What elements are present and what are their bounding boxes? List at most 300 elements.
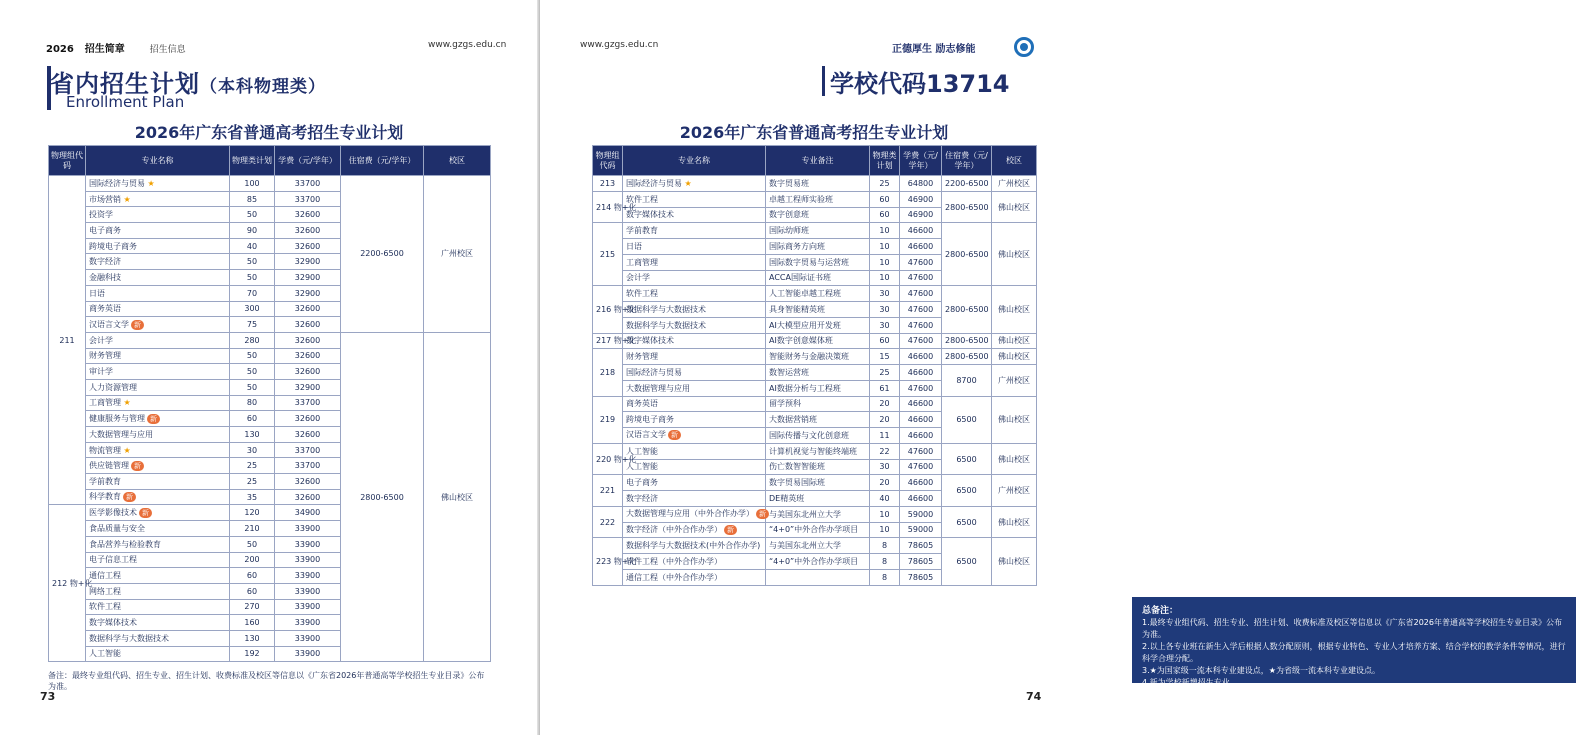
tuition: 32600 [275, 427, 341, 443]
group-code: 213 [593, 176, 623, 192]
major-name: 医学影像技术 新 [86, 505, 230, 521]
major-name: 工商管理 [623, 254, 766, 270]
campus: 佛山校区 [992, 396, 1037, 443]
campus: 佛山校区 [992, 191, 1037, 223]
campus: 广州校区 [424, 176, 491, 333]
plan-count: 50 [230, 270, 275, 286]
major-name: 市场营销 ★ [86, 191, 230, 207]
major-remark: 计算机视觉与智能终端班 [766, 443, 870, 459]
table-title-right: 2026年广东省普通高考招生专业计划 [679, 123, 949, 142]
campus: 佛山校区 [992, 538, 1037, 585]
plan-count: 8 [870, 538, 900, 554]
plan-count: 30 [230, 442, 275, 458]
campus: 广州校区 [992, 176, 1037, 192]
major-remark: 智能财务与金融决策班 [766, 349, 870, 365]
tuition: 33900 [275, 536, 341, 552]
accommodation-fee: 6500 [942, 506, 992, 538]
tuition: 33700 [275, 458, 341, 474]
major-name: 通信工程（中外合作办学） [623, 569, 766, 585]
table-row [593, 191, 1037, 207]
group-code: 214 物+化 [593, 191, 623, 223]
plan-count: 60 [870, 333, 900, 349]
plan-count: 50 [230, 348, 275, 364]
table-row [593, 176, 1037, 192]
major-remark: 数字贸易国际班 [766, 475, 870, 491]
major-name: 会计学 [86, 332, 230, 348]
tuition: 64800 [900, 176, 942, 192]
plan-count: 25 [870, 176, 900, 192]
major-name: 商务英语 [86, 301, 230, 317]
major-name: 电子信息工程 [86, 552, 230, 568]
group-code: 211 [49, 176, 86, 505]
plan-count: 192 [230, 646, 275, 662]
major-remark: 留学预科 [766, 396, 870, 412]
accommodation-fee: 2800-6500 [942, 223, 992, 286]
notes-heading: 总备注： [1142, 606, 1179, 616]
major-name: 人工智能 [623, 459, 766, 475]
column-header: 学费（元/学年） [275, 146, 341, 176]
new-badge: 新 [668, 430, 681, 440]
group-code: 212 物+化 [49, 505, 86, 662]
tuition: 32600 [275, 411, 341, 427]
group-code: 218 [593, 349, 623, 396]
major-name: 科学教育 新 [86, 489, 230, 505]
plan-table-right [592, 145, 1037, 586]
tuition: 47600 [900, 459, 942, 475]
tuition: 47600 [900, 270, 942, 286]
new-badge: 新 [123, 492, 136, 502]
tuition: 32600 [275, 238, 341, 254]
group-code: 221 [593, 475, 623, 507]
major-name: 供应链管理 新 [86, 458, 230, 474]
plan-count: 10 [870, 254, 900, 270]
major-remark: 国际商务方向班 [766, 239, 870, 255]
major-remark: 与美国东北州立大学 [766, 538, 870, 554]
tuition: 33700 [275, 191, 341, 207]
tuition: 46600 [900, 223, 942, 239]
tuition: 46600 [900, 365, 942, 381]
tuition: 46600 [900, 428, 942, 444]
major-name: 汉语言文学 新 [623, 428, 766, 444]
major-remark: 国际传播与文化创意班 [766, 428, 870, 444]
plan-count: 75 [230, 317, 275, 333]
star-icon: ★ [121, 445, 131, 455]
plan-count: 50 [230, 379, 275, 395]
major-name: 大数据管理与应用（中外合作办学） 新 [623, 506, 766, 522]
major-name: 财务管理 [623, 349, 766, 365]
tuition: 32600 [275, 223, 341, 239]
major-name: 数据科学与大数据技术 [623, 317, 766, 333]
plan-count: 60 [230, 411, 275, 427]
page-title-en: Enrollment Plan [66, 93, 185, 111]
major-name: 财务管理 [86, 348, 230, 364]
major-remark: “4+0”中外合作办学项目 [766, 522, 870, 538]
tuition: 46600 [900, 412, 942, 428]
plan-count: 60 [230, 568, 275, 584]
major-name: 数字经济 [623, 491, 766, 507]
note-line: 1.最终专业组代码、招生专业、招生计划、收费标准及校区等信息以《广东省2026年普通高等学校招生专业目录》公布为准。 [1142, 618, 1562, 639]
major-name: 数字媒体技术 [623, 333, 766, 349]
tuition: 33900 [275, 646, 341, 662]
major-name: 数字经济（中外合作办学） 新 [623, 522, 766, 538]
major-name: 国际经济与贸易 [623, 365, 766, 381]
plan-count: 10 [870, 506, 900, 522]
plan-count: 85 [230, 191, 275, 207]
group-code: 219 [593, 396, 623, 443]
campus: 佛山校区 [992, 506, 1037, 538]
table-row [593, 286, 1037, 302]
plan-count: 90 [230, 223, 275, 239]
major-remark: 与美国东北州立大学 [766, 506, 870, 522]
campus: 佛山校区 [992, 443, 1037, 475]
major-name: 跨境电子商务 [86, 238, 230, 254]
accommodation-fee: 2800-6500 [942, 191, 992, 223]
plan-count: 200 [230, 552, 275, 568]
column-header: 专业备注 [766, 146, 870, 176]
major-name: 软件工程 [623, 286, 766, 302]
tuition: 47600 [900, 333, 942, 349]
note-line: 3.★为国家级一流本科专业建设点，★为省级一流本科专业建设点。 [1142, 666, 1380, 675]
plan-count: 210 [230, 521, 275, 537]
page-number-left: 73 [40, 690, 56, 703]
column-header: 专业名称 [623, 146, 766, 176]
new-badge: 新 [147, 414, 160, 424]
note-line: 4.新为学校新增招生专业。 [1142, 678, 1238, 687]
plan-count: 60 [870, 207, 900, 223]
header-left [46, 40, 186, 55]
major-name: 会计学 [623, 270, 766, 286]
tuition: 32900 [275, 270, 341, 286]
major-name: 数据科学与大数据技术(中外合作办学) [623, 538, 766, 554]
tuition: 32900 [275, 379, 341, 395]
major-remark: “4+0”中外合作办学项目 [766, 554, 870, 570]
campus: 佛山校区 [992, 333, 1037, 349]
campus: 佛山校区 [992, 349, 1037, 365]
major-remark: ACCA国际证书班 [766, 270, 870, 286]
plan-count: 10 [870, 239, 900, 255]
major-name: 大数据管理与应用 [86, 427, 230, 443]
tuition: 46600 [900, 491, 942, 507]
plan-count: 30 [870, 459, 900, 475]
major-name: 电子商务 [86, 223, 230, 239]
tuition: 32600 [275, 489, 341, 505]
tuition: 47600 [900, 286, 942, 302]
table-row [593, 538, 1037, 554]
code-title-bar [822, 66, 825, 96]
column-header: 住宿费（元/学年） [341, 146, 424, 176]
plan-count: 130 [230, 630, 275, 646]
tuition: 32600 [275, 317, 341, 333]
tuition: 47600 [900, 302, 942, 318]
plan-count: 11 [870, 428, 900, 444]
major-remark: 国际数字贸易与运营班 [766, 254, 870, 270]
major-remark: 具身智能精英班 [766, 302, 870, 318]
tuition: 32900 [275, 285, 341, 301]
major-name: 电子商务 [623, 475, 766, 491]
right-page [540, 0, 1566, 735]
campus: 广州校区 [992, 365, 1037, 397]
major-name: 通信工程 [86, 568, 230, 584]
column-header: 住宿费（元/学年） [942, 146, 992, 176]
major-name: 数据科学与大数据技术 [623, 302, 766, 318]
column-header: 物理组代码 [593, 146, 623, 176]
plan-count: 80 [230, 395, 275, 411]
plan-count: 25 [230, 474, 275, 490]
major-remark: AI数字创意媒体班 [766, 333, 870, 349]
tuition: 46900 [900, 207, 942, 223]
general-notes [1132, 597, 1576, 687]
tuition: 32900 [275, 254, 341, 270]
plan-count: 120 [230, 505, 275, 521]
tuition: 46600 [900, 475, 942, 491]
major-remark: 伤亡数智智能班 [766, 459, 870, 475]
tuition: 32600 [275, 474, 341, 490]
tuition: 78605 [900, 538, 942, 554]
plan-count: 60 [230, 583, 275, 599]
new-badge: 新 [756, 509, 769, 519]
major-name: 网络工程 [86, 583, 230, 599]
tuition: 33900 [275, 583, 341, 599]
plan-count: 30 [870, 302, 900, 318]
table-title-left: 2026年广东省普通高考招生专业计划 [134, 123, 404, 142]
column-header: 物理类计划 [230, 146, 275, 176]
major-name: 数据科学与大数据技术 [86, 630, 230, 646]
table-row [593, 349, 1037, 365]
group-code: 223 物+化 [593, 538, 623, 585]
plan-count: 22 [870, 443, 900, 459]
note-line: 2.以上各专业班在新生入学后根据人数分配原则，根据专业特色、专业人才培养方案、结合学校的教学条件等情况，进行科学合理分配。 [1142, 642, 1566, 663]
major-name: 投资学 [86, 207, 230, 223]
major-name: 跨境电子商务 [623, 412, 766, 428]
group-code: 215 [593, 223, 623, 286]
major-name: 汉语言文学 新 [86, 317, 230, 333]
campus: 佛山校区 [992, 223, 1037, 286]
column-header: 物理组代码 [49, 146, 86, 176]
major-remark: 数智运营班 [766, 365, 870, 381]
tuition: 33700 [275, 395, 341, 411]
tuition: 59000 [900, 522, 942, 538]
table-row [593, 396, 1037, 412]
plan-count: 40 [870, 491, 900, 507]
plan-count: 25 [230, 458, 275, 474]
tuition: 47600 [900, 380, 942, 396]
plan-count: 50 [230, 207, 275, 223]
campus: 佛山校区 [992, 286, 1037, 333]
new-badge: 新 [131, 320, 144, 330]
plan-count: 30 [870, 317, 900, 333]
plan-count: 50 [230, 536, 275, 552]
accommodation-fee: 2200-6500 [942, 176, 992, 192]
plan-count: 50 [230, 364, 275, 380]
major-name: 国际经济与贸易 ★ [623, 176, 766, 192]
major-remark: DE精英班 [766, 491, 870, 507]
group-code: 222 [593, 506, 623, 538]
plan-count: 60 [870, 191, 900, 207]
major-remark: AI数据分析与工程班 [766, 380, 870, 396]
column-header: 学费（元/学年） [900, 146, 942, 176]
column-header: 校区 [992, 146, 1037, 176]
school-logo-icon [1014, 37, 1034, 57]
plan-count: 61 [870, 380, 900, 396]
plan-count: 20 [870, 396, 900, 412]
table-row [593, 506, 1037, 522]
accommodation-fee: 2800-6500 [341, 332, 424, 661]
major-name: 人工智能 [86, 646, 230, 662]
major-name: 数字经济 [86, 254, 230, 270]
plan-count: 15 [870, 349, 900, 365]
plan-count: 25 [870, 365, 900, 381]
tuition: 33900 [275, 521, 341, 537]
plan-count: 20 [870, 412, 900, 428]
tuition: 34900 [275, 505, 341, 521]
star-icon: ★ [121, 398, 131, 408]
tuition: 33900 [275, 615, 341, 631]
plan-count: 30 [870, 286, 900, 302]
tuition: 47600 [900, 443, 942, 459]
major-name: 食品质量与安全 [86, 521, 230, 537]
major-remark: AI大模型应用开发班 [766, 317, 870, 333]
major-name: 软件工程 [623, 191, 766, 207]
new-badge: 新 [724, 525, 737, 535]
header-section: 招生信息 [149, 45, 186, 55]
accommodation-fee: 6500 [942, 475, 992, 507]
note-line [1142, 605, 1566, 617]
accommodation-fee: 6500 [942, 538, 992, 585]
major-remark: 卓越工程师实验班 [766, 191, 870, 207]
tuition: 32600 [275, 332, 341, 348]
left-page [0, 0, 540, 735]
plan-count: 8 [870, 569, 900, 585]
table-row [49, 332, 491, 348]
plan-count: 20 [870, 475, 900, 491]
tuition: 33900 [275, 630, 341, 646]
major-name: 物流管理 ★ [86, 442, 230, 458]
major-name: 数字媒体技术 [86, 615, 230, 631]
major-name: 人工智能 [623, 443, 766, 459]
plan-count: 35 [230, 489, 275, 505]
major-name: 日语 [623, 239, 766, 255]
tuition: 32600 [275, 301, 341, 317]
tuition: 33900 [275, 552, 341, 568]
table-row [593, 223, 1037, 239]
plan-count: 280 [230, 332, 275, 348]
accommodation-fee: 2800-6500 [942, 349, 992, 365]
column-header: 校区 [424, 146, 491, 176]
major-remark [766, 569, 870, 585]
tuition: 46600 [900, 396, 942, 412]
plan-count: 160 [230, 615, 275, 631]
school-code-title: 学校代码13714 [830, 70, 1010, 98]
plan-count: 10 [870, 522, 900, 538]
plan-count: 270 [230, 599, 275, 615]
table-row [49, 176, 491, 192]
tuition: 46600 [900, 349, 942, 365]
table-row [593, 475, 1037, 491]
major-name: 学前教育 [86, 474, 230, 490]
plan-count: 8 [870, 554, 900, 570]
tuition: 46900 [900, 191, 942, 207]
accommodation-fee: 2200-6500 [341, 176, 424, 333]
plan-count: 100 [230, 176, 275, 192]
accommodation-fee: 6500 [942, 443, 992, 475]
tuition: 32600 [275, 364, 341, 380]
header-url-right[interactable]: www.gzgs.edu.cn [580, 40, 659, 50]
major-name: 日语 [86, 285, 230, 301]
page-title: 省内招生计划（本科物理类） [50, 70, 326, 98]
major-remark: 数字贸易班 [766, 176, 870, 192]
tuition: 47600 [900, 254, 942, 270]
tuition: 33700 [275, 442, 341, 458]
plan-count: 10 [870, 270, 900, 286]
plan-count: 40 [230, 238, 275, 254]
column-header: 物理类计划 [870, 146, 900, 176]
major-name: 软件工程 [86, 599, 230, 615]
tuition: 78605 [900, 569, 942, 585]
major-name: 食品营养与检验教育 [86, 536, 230, 552]
campus: 佛山校区 [424, 332, 491, 661]
tuition: 32600 [275, 348, 341, 364]
plan-count: 50 [230, 254, 275, 270]
major-name: 金融科技 [86, 270, 230, 286]
major-remark: 人工智能卓越工程班 [766, 286, 870, 302]
tuition: 78605 [900, 554, 942, 570]
tuition: 32600 [275, 207, 341, 223]
major-name: 学前教育 [623, 223, 766, 239]
major-name: 人力资源管理 [86, 379, 230, 395]
accommodation-fee: 2800-6500 [942, 286, 992, 333]
major-remark: 数字创意班 [766, 207, 870, 223]
note-left: 备注：最终专业组代码、招生专业、招生计划、收费标准及校区等信息以《广东省2026年普通高等学校招生专业目录》公布为准。 [48, 671, 485, 691]
major-remark: 大数据营销班 [766, 412, 870, 428]
major-name: 工商管理 ★ [86, 395, 230, 411]
major-name: 大数据管理与应用 [623, 380, 766, 396]
tuition: 33700 [275, 176, 341, 192]
column-header: 专业名称 [86, 146, 230, 176]
new-badge: 新 [139, 508, 152, 518]
new-badge: 新 [131, 461, 144, 471]
major-name: 数字媒体技术 [623, 207, 766, 223]
accommodation-fee: 2800-6500 [942, 333, 992, 349]
accommodation-fee: 6500 [942, 396, 992, 443]
header-year: 2026 [46, 44, 74, 55]
tuition: 47600 [900, 317, 942, 333]
plan-count: 70 [230, 285, 275, 301]
group-code: 217 物+化 [593, 333, 623, 349]
plan-table-left [48, 145, 491, 662]
group-code: 216 物+化 [593, 286, 623, 333]
tuition: 33900 [275, 568, 341, 584]
major-name: 商务英语 [623, 396, 766, 412]
table-row [593, 365, 1037, 381]
plan-count: 10 [870, 223, 900, 239]
table-row [593, 333, 1037, 349]
star-icon: ★ [145, 178, 155, 188]
header-url-left[interactable]: www.gzgs.edu.cn [428, 40, 507, 50]
header-brochure: 招生简章 [84, 44, 125, 55]
group-code: 220 物+化 [593, 443, 623, 475]
tuition: 59000 [900, 506, 942, 522]
school-slogan: 正德厚生 励志修能 [892, 44, 976, 55]
plan-count: 130 [230, 427, 275, 443]
plan-count: 300 [230, 301, 275, 317]
major-name: 审计学 [86, 364, 230, 380]
accommodation-fee: 8700 [942, 365, 992, 397]
major-remark: 国际幼师班 [766, 223, 870, 239]
star-icon: ★ [121, 194, 131, 204]
tuition: 33900 [275, 599, 341, 615]
star-icon: ★ [682, 178, 692, 188]
campus: 广州校区 [992, 475, 1037, 507]
